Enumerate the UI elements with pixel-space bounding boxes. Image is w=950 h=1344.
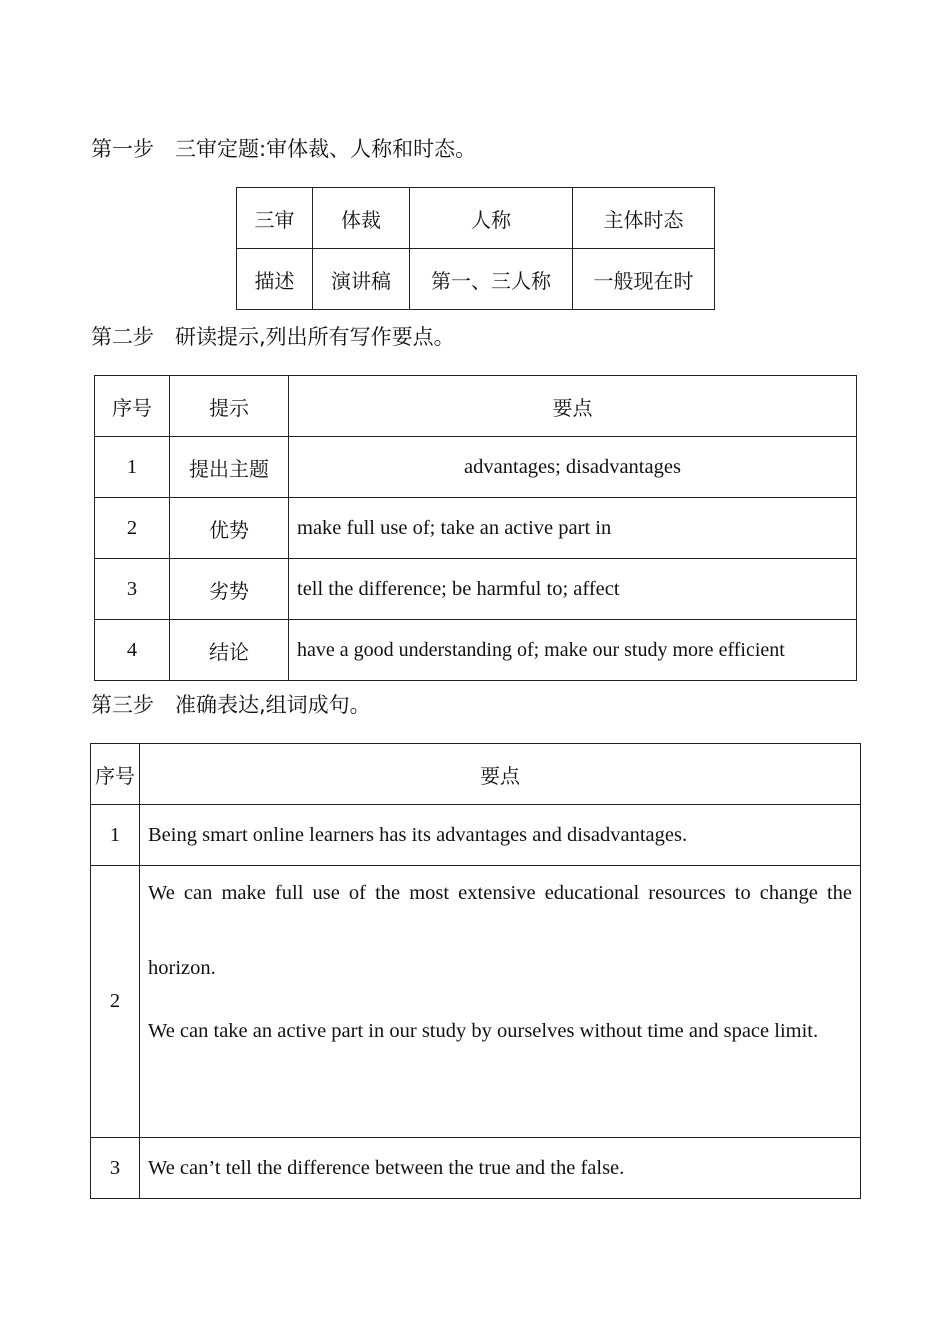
header-cell-hint: 提示 bbox=[170, 376, 289, 437]
row-number: 3 bbox=[91, 1138, 140, 1199]
row-number: 2 bbox=[95, 498, 170, 559]
table-row bbox=[95, 498, 857, 559]
row-points: advantages; disadvantages bbox=[289, 437, 857, 498]
row-hint: 提出主题 bbox=[170, 437, 289, 498]
row-number: 4 bbox=[95, 620, 170, 681]
row-number: 1 bbox=[91, 805, 140, 866]
row-hint: 优势 bbox=[170, 498, 289, 559]
row-sentences bbox=[140, 866, 861, 1138]
row-number: 3 bbox=[95, 559, 170, 620]
row-sentence: We can’t tell the difference between the true and the false. bbox=[140, 1138, 861, 1199]
step3-table bbox=[90, 743, 861, 1199]
step1-table bbox=[236, 187, 715, 310]
table-row bbox=[91, 1138, 861, 1199]
table-row bbox=[95, 437, 857, 498]
step3-heading: 第三步 准确表达,组词成句。 bbox=[91, 693, 371, 717]
row-hint: 劣势 bbox=[170, 559, 289, 620]
step1-heading: 第一步 三审定题:审体裁、人称和时态。 bbox=[91, 137, 477, 161]
row-points: have a good understanding of; make our study more efficient bbox=[289, 620, 857, 681]
table-row bbox=[237, 188, 715, 249]
row-number: 2 bbox=[91, 866, 140, 1138]
step2-table bbox=[94, 375, 857, 681]
row-points: make full use of; take an active part in bbox=[289, 498, 857, 559]
table-row bbox=[95, 559, 857, 620]
header-cell-number: 序号 bbox=[95, 376, 170, 437]
row-sentence: Being smart online learners has its advantages and disadvantages. bbox=[140, 805, 861, 866]
table-cell: 体裁 bbox=[313, 188, 410, 249]
header-cell-points: 要点 bbox=[289, 376, 857, 437]
table-header-row bbox=[95, 376, 857, 437]
table-cell: 演讲稿 bbox=[313, 249, 410, 310]
table-cell: 描述 bbox=[237, 249, 313, 310]
header-cell-number: 序号 bbox=[91, 744, 140, 805]
header-cell-points: 要点 bbox=[140, 744, 861, 805]
sentence: We can make full use of the most extensive educational resources to change the horizon. bbox=[148, 882, 852, 979]
table-cell: 主体时态 bbox=[573, 188, 715, 249]
step2-heading: 第二步 研读提示,列出所有写作要点。 bbox=[91, 325, 455, 349]
table-row bbox=[91, 866, 861, 1138]
table-header-row bbox=[91, 744, 861, 805]
table-cell: 三审 bbox=[237, 188, 313, 249]
row-hint: 结论 bbox=[170, 620, 289, 681]
table-row bbox=[95, 620, 857, 681]
row-number: 1 bbox=[95, 437, 170, 498]
sentence: We can take an active part in our study by ourselves without time and space limit. bbox=[148, 1020, 819, 1042]
table-cell: 第一、三人称 bbox=[410, 249, 573, 310]
table-cell: 人称 bbox=[410, 188, 573, 249]
row-points: tell the difference; be harmful to; affect bbox=[289, 559, 857, 620]
table-row bbox=[237, 249, 715, 310]
table-cell: 一般现在时 bbox=[573, 249, 715, 310]
